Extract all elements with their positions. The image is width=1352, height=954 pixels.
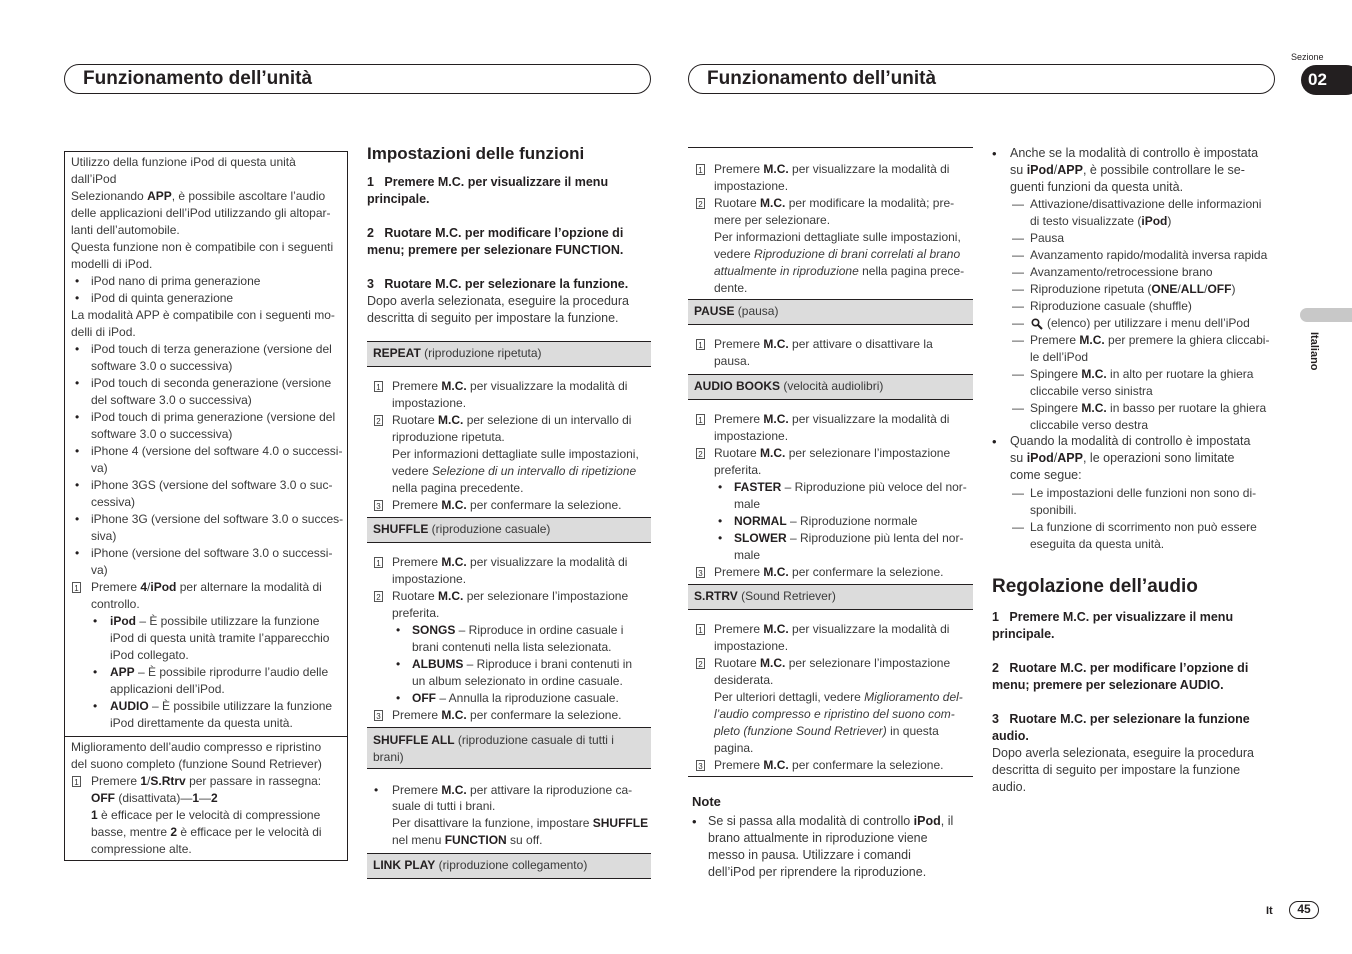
bullet: • — [718, 480, 723, 494]
list-item: iPod touch di prima generazione (versione del — [91, 410, 336, 424]
right-header-banner — [688, 64, 1275, 94]
step-number: 1 — [696, 624, 705, 635]
bullet: • — [992, 146, 997, 161]
dash-item: sponibili. — [1030, 503, 1077, 517]
text-line: delle applicazioni dell’iPod utilizzando gli altopar- — [71, 206, 331, 220]
bullet: • — [718, 514, 723, 528]
dash: — — [1012, 282, 1024, 296]
dash-item: le dell’iPod — [1030, 350, 1089, 364]
step-number: 1 — [374, 557, 383, 568]
step-text: impostazione. — [714, 429, 789, 443]
dash-item: Pausa — [1030, 231, 1065, 245]
step-text: preferita. — [714, 463, 762, 477]
option-text: SONGS – Riproduce in ordine casuale i — [412, 623, 624, 637]
bullet: • — [396, 691, 401, 705]
dash-item: Riproduzione ripetuta (ONE/ALL/OFF) — [1030, 282, 1236, 296]
dash: — — [1012, 197, 1024, 211]
step-number: 1 — [72, 582, 81, 593]
dash: — — [1012, 265, 1024, 279]
dash: — — [1012, 316, 1024, 330]
step-text: riproduzione ripetuta. — [392, 430, 505, 444]
repeat-bar: REPEAT (riproduzione ripetuta) — [367, 341, 651, 367]
step-text: vedere Riproduzione di brani correlati al brano — [714, 247, 961, 261]
step-heading: audio. — [992, 729, 1029, 743]
dash-item: di testo visualizzate (iPod) — [1030, 214, 1172, 228]
pause-bar: PAUSE (pausa) — [688, 299, 973, 325]
step-text: nel menu FUNCTION su off. — [392, 833, 543, 847]
search-icon — [1031, 318, 1043, 330]
step-text: controllo. — [91, 597, 140, 611]
bullet: • — [93, 614, 98, 628]
step-number: 3 — [374, 500, 383, 511]
step-text: Per disattivare la funzione, impostare SHUFFLE — [392, 816, 649, 830]
step-text: Premere M.C. per visualizzare la modalità di — [714, 412, 950, 426]
step-number: 1 — [374, 381, 383, 392]
step-heading: 2 Ruotare M.C. per modificare l’opzione di — [367, 226, 624, 240]
bullet: • — [75, 376, 80, 390]
dash: — — [1012, 486, 1024, 500]
bullet: • — [374, 783, 379, 797]
bullet: • — [718, 531, 723, 545]
step-text: Premere M.C. per visualizzare la modalità di — [714, 162, 950, 176]
note-text: messo in pausa. Utilizzare i comandi — [708, 848, 911, 862]
bottom-rule — [688, 776, 973, 777]
section-title-funzioni: Impostazioni delle funzioni — [367, 144, 585, 163]
bullet: • — [396, 657, 401, 671]
list-item: iPhone (versione del software 3.0 o successi- — [91, 546, 333, 560]
text-line: dall’iPod — [71, 172, 117, 186]
paragraph-line: descritta di seguito per impostare la funzione. — [367, 311, 619, 325]
bullet: • — [75, 342, 80, 356]
step-number: 2 — [696, 658, 705, 669]
step-text: Premere M.C. per attivare o disattivare la — [714, 337, 933, 351]
list-item: software 3.0 o successiva) — [91, 427, 233, 441]
lang-code: It — [1266, 905, 1273, 917]
shuffle-all-bar: SHUFFLE ALL (riproduzione casuale di tutti i brani) — [367, 727, 651, 769]
option-text: iPod collegato. — [110, 648, 189, 662]
bullet: • — [93, 699, 98, 713]
step-text: OFF (disattivata)—1—2 — [91, 791, 218, 805]
step-text: vedere Selezione di un intervallo di ripetizione — [392, 464, 637, 478]
step-text: pausa. — [714, 354, 751, 368]
right-header-title: Funzionamento dell’unità — [707, 68, 937, 89]
step-number: 3 — [374, 710, 383, 721]
paragraph-line: guenti funzioni da questa unità. — [1010, 180, 1184, 194]
dash: — — [1012, 333, 1024, 347]
list-item: iPhone 3G (versione del software 3.0 o succes- — [91, 512, 344, 526]
note-text: dell’iPod per riprendere la riproduzione. — [708, 865, 927, 879]
step-text: l’audio compresso e ripristino del suono com- — [714, 707, 955, 721]
text-line: delli di iPod. — [71, 325, 136, 339]
step-text: impostazione. — [714, 639, 789, 653]
dash-item: Spingere M.C. in alto per ruotare la ghiera — [1030, 367, 1254, 381]
bullet: • — [992, 434, 997, 449]
list-item: iPhone 4 (versione del software 4.0 o successi- — [91, 444, 343, 458]
dash: — — [1012, 299, 1024, 313]
step-text: 1 è efficace per le velocità di compressione — [91, 808, 321, 822]
sezione-label: Sezione — [1291, 52, 1324, 62]
option-text: un album selezionato in ordine casuale. — [412, 674, 623, 688]
dash: — — [1012, 367, 1024, 381]
step-text: basse, mentre 2 è efficace per le velocità di — [91, 825, 322, 839]
text-line: Questa funzione non è compatibile con i seguenti — [71, 240, 334, 254]
step-text: Ruotare M.C. per selezione di un intervallo di — [392, 413, 632, 427]
step-text: impostazione. — [714, 179, 789, 193]
language-label: Italiano — [1308, 332, 1320, 371]
text-line: Selezionando APP, è possibile ascoltare l’audio — [71, 189, 326, 203]
step-text: Premere M.C. per visualizzare la modalità di — [392, 555, 628, 569]
bullet: • — [75, 546, 80, 560]
paragraph-line: Quando la modalità di controllo è impostata — [1010, 434, 1251, 448]
paragraph-line: Anche se la modalità di controllo è impostata — [1010, 146, 1259, 160]
option-text: AUDIO – È possibile utilizzare la funzione — [110, 699, 333, 713]
ipod-app-box — [64, 151, 348, 737]
step-number: 2 — [374, 591, 383, 602]
dash: — — [1012, 401, 1024, 415]
step-heading: 3 Ruotare M.C. per selezionare la funzione. — [367, 277, 629, 291]
step-text: Premere M.C. per confermare la selezione. — [392, 708, 622, 722]
step-text: Premere M.C. per confermare la selezione. — [714, 565, 944, 579]
option-text: FASTER – Riproduzione più veloce del nor- — [734, 480, 967, 494]
step-text: compressione alte. — [91, 842, 192, 856]
list-item: siva) — [91, 529, 117, 543]
option-text: NORMAL – Riproduzione normale — [734, 514, 918, 528]
step-number: 3 — [696, 567, 705, 578]
srtrv-bar: S.RTRV (Sound Retriever) — [688, 584, 973, 610]
step-heading: menu; premere per selezionare FUNCTION. — [367, 243, 624, 257]
dash: — — [1012, 248, 1024, 262]
list-item: iPod touch di seconda generazione (versione — [91, 376, 332, 390]
language-tab — [1300, 308, 1352, 322]
list-item: iPod nano di prima generazione — [91, 274, 261, 288]
dash-item: Avanzamento/retrocessione brano — [1030, 265, 1213, 279]
left-header-banner — [64, 64, 651, 94]
step-heading: 1 Premere M.C. per visualizzare il menu — [992, 610, 1234, 624]
option-text: APP – È possibile riprodurre l’audio delle — [110, 665, 329, 679]
step-text: impostazione. — [392, 396, 467, 410]
option-text: SLOWER – Riproduzione più lenta del nor- — [734, 531, 964, 545]
step-number: 1 — [696, 414, 705, 425]
dash: — — [1012, 231, 1024, 245]
sound-retriever-box — [64, 736, 348, 861]
dash-item: (elenco) per utilizzare i menu dell’iPod — [1047, 316, 1250, 330]
step-text: attualmente in riproduzione nella pagina prece- — [714, 264, 965, 278]
list-item: software 3.0 o successiva) — [91, 359, 233, 373]
step-number: 1 — [696, 164, 705, 175]
section-tab — [1301, 65, 1352, 95]
step-text: impostazione. — [392, 572, 467, 586]
bullet: • — [75, 444, 80, 458]
step-text: Per ulteriori dettagli, vedere Miglioramento del- — [714, 690, 963, 704]
list-item: iPod di quinta generazione — [91, 291, 234, 305]
text-line: Miglioramento dell’audio compresso e ripristino — [71, 740, 322, 754]
step-number: 1 — [72, 776, 81, 787]
step-text: Ruotare M.C. per selezionare l’impostazione — [714, 446, 951, 460]
dash-item: La funzione di scorrimento non può essere — [1030, 520, 1257, 534]
bullet: • — [75, 274, 80, 288]
note-text: brano attualmente in riproduzione viene — [708, 831, 928, 845]
text-line: lanti dell’automobile. — [71, 223, 180, 237]
step-heading: 1 Premere M.C. per visualizzare il menu — [367, 175, 609, 189]
paragraph-line: su iPod/APP, è possibile controllare le se- — [1010, 163, 1245, 177]
bullet: • — [75, 410, 80, 424]
bullet: • — [75, 291, 80, 305]
step-number: 1 — [696, 339, 705, 350]
list-item: iPod touch di terza generazione (versione del — [91, 342, 332, 356]
dash-item: Riproduzione casuale (shuffle) — [1030, 299, 1192, 313]
paragraph-line: Dopo averla selezionata, eseguire la procedura — [992, 746, 1254, 760]
option-text: iPod direttamente da questa unità. — [110, 716, 293, 730]
step-text: mere per selezionare. — [714, 213, 831, 227]
dash-item: Spingere M.C. in basso per ruotare la ghiera — [1030, 401, 1267, 415]
paragraph-line: audio. — [992, 780, 1027, 794]
dash-item: Premere M.C. per premere la ghiera cliccabi- — [1030, 333, 1270, 347]
step-heading: principale. — [367, 192, 430, 206]
step-text: pagina. — [714, 741, 754, 755]
option-text: iPod – È possibile utilizzare la funzione — [110, 614, 320, 628]
section-title-audio: Regolazione dell’audio — [992, 576, 1198, 597]
step-heading: menu; premere per selezionare AUDIO. — [992, 678, 1224, 692]
step-text: suale di tutti i brani. — [392, 799, 496, 813]
step-text: Ruotare M.C. per modificare la modalità; pre- — [714, 196, 955, 210]
step-text: Per informazioni dettagliate sulle impostazioni, — [714, 230, 961, 244]
step-text: Premere 1/S.Rtrv per passare in rassegna: — [91, 774, 322, 788]
step-text: Ruotare M.C. per selezionare l’impostazione — [392, 589, 629, 603]
option-text: iPod di questa unità tramite l’apparecchio — [110, 631, 330, 645]
section-number: 02 — [1308, 70, 1327, 89]
left-header-title: Funzionamento dell’unità — [83, 68, 313, 89]
step-text: Ruotare M.C. per selezionare l’impostazione — [714, 656, 951, 670]
bullet: • — [75, 512, 80, 526]
shuffle-bar: SHUFFLE (riproduzione casuale) — [367, 517, 651, 543]
step-text: Premere M.C. per visualizzare la modalità di — [714, 622, 950, 636]
step-number: 3 — [696, 760, 705, 771]
dash-item: cliccabile verso destra — [1030, 418, 1149, 432]
text-line: La modalità APP è compatibile con i seguenti mo- — [71, 308, 335, 322]
step-heading: 3 Ruotare M.C. per selezionare la funzione — [992, 712, 1250, 726]
note-text: Se si passa alla modalità di controllo iPod, il — [708, 814, 954, 828]
paragraph-line: su iPod/APP, le operazioni sono limitate — [1010, 451, 1235, 465]
dash-item: Avanzamento rapido/modalità inversa rapida — [1030, 248, 1268, 262]
text-line: Utilizzo della funzione iPod di questa unità — [71, 155, 296, 169]
step-number: 2 — [696, 198, 705, 209]
option-text: brani contenuti nella lista selezionata. — [412, 640, 612, 654]
page-number: 45 — [1289, 901, 1319, 919]
bullet: • — [692, 814, 697, 829]
audio-books-bar: AUDIO BOOKS (velocità audiolibri) — [688, 374, 973, 400]
step-text: Per informazioni dettagliate sulle impostazioni, — [392, 447, 639, 461]
list-item: va) — [91, 563, 108, 577]
option-text: male — [734, 548, 761, 562]
step-text: preferita. — [392, 606, 440, 620]
step-text: Premere M.C. per attivare la riproduzione ca- — [392, 783, 633, 797]
step-heading: principale. — [992, 627, 1055, 641]
step-text: nella pagina precedente. — [392, 481, 524, 495]
step-text: Premere 4/iPod per alternare la modalità di — [91, 580, 322, 594]
note-title: Note — [692, 794, 721, 809]
option-text: OFF – Annulla la riproduzione casuale. — [412, 691, 619, 705]
step-text: Premere M.C. per confermare la selezione. — [714, 758, 944, 772]
list-item: va) — [91, 461, 108, 475]
list-item: iPhone 3GS (versione del software 3.0 o suc- — [91, 478, 333, 492]
link-play-bar: LINK PLAY (riproduzione collegamento) — [367, 853, 651, 879]
paragraph-line: come segue: — [1010, 468, 1082, 482]
text-line: del suono completo (funzione Sound Retriever) — [71, 757, 322, 771]
list-item: cessiva) — [91, 495, 136, 509]
step-text: pleto (funzione Sound Retriever) in questa — [714, 724, 939, 738]
dash-item: eseguita da questa unità. — [1030, 537, 1165, 551]
dash: — — [1012, 520, 1024, 534]
list-item: del software 3.0 o successiva) — [91, 393, 252, 407]
top-rule — [688, 147, 973, 148]
bullet: • — [93, 665, 98, 679]
paragraph-line: descritta di seguito per impostare la funzione — [992, 763, 1241, 777]
dash-item: Le impostazioni delle funzioni non sono di- — [1030, 486, 1257, 500]
bullet: • — [75, 478, 80, 492]
step-heading: 2 Ruotare M.C. per modificare l’opzione di — [992, 661, 1249, 675]
dash-item: cliccabile verso sinistra — [1030, 384, 1153, 398]
step-text: Premere M.C. per confermare la selezione. — [392, 498, 622, 512]
step-text: dente. — [714, 281, 748, 295]
paragraph-line: Dopo averla selezionata, eseguire la procedura — [367, 294, 629, 308]
text-line: modelli di iPod. — [71, 257, 153, 271]
step-text: desiderata. — [714, 673, 774, 687]
option-text: applicazioni dell’iPod. — [110, 682, 225, 696]
dash-item: Attivazione/disattivazione delle informazioni — [1030, 197, 1262, 211]
step-text: Premere M.C. per visualizzare la modalità di — [392, 379, 628, 393]
option-text: male — [734, 497, 761, 511]
step-number: 2 — [374, 415, 383, 426]
bullet: • — [396, 623, 401, 637]
step-number: 2 — [696, 448, 705, 459]
option-text: ALBUMS – Riproduce i brani contenuti in — [412, 657, 633, 671]
